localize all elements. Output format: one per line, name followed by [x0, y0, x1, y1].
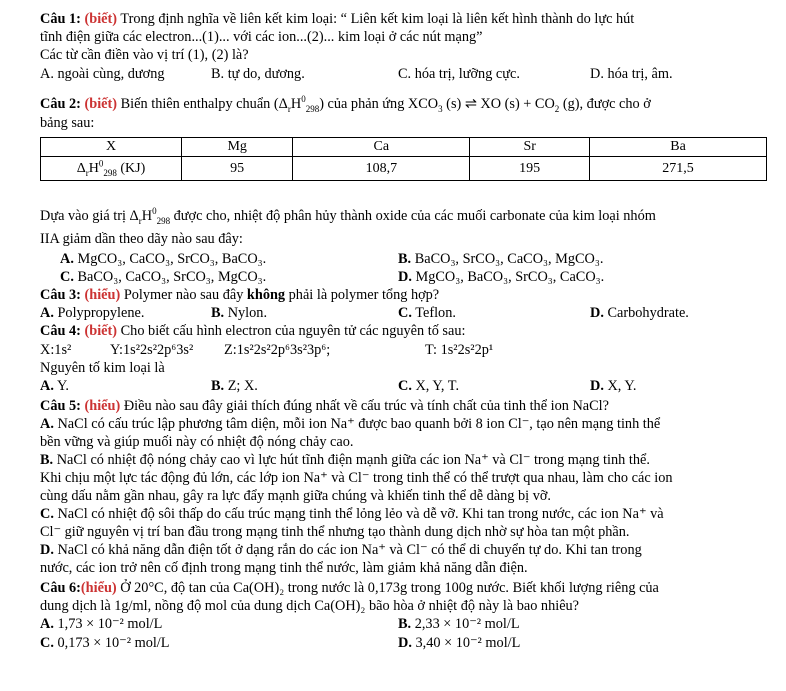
answer-option-b-cont: Khi chịu một lực tác động đủ lớn, các lớp ion Na⁺ và Cl⁻ trong tinh thể có thể trượt qua nhau, làm cho các ion	[40, 470, 673, 486]
answer-option-d[interactable]: D. X, Y.	[590, 378, 637, 394]
answer-option-d[interactable]: D. NaCl có khả năng dẫn điện tốt ở dạng rắn do các ion Na⁺ và Cl⁻ có thể di chuyển tự do. Khi tan trong	[40, 542, 642, 558]
question-label: Câu 2:	[40, 96, 81, 112]
question-text: Các từ cần điền vào vị trí (1), (2) là?	[40, 47, 249, 64]
electron-config-x: X:1s²	[40, 342, 72, 358]
difficulty-tag: (biết)	[84, 323, 118, 339]
enthalpy-symbol: $\Delta_rH^0_{298}$	[278, 94, 320, 114]
answer-option-c[interactable]: C. BaCO₃, CaCO₃, SrCO₃, MgCO₃.	[60, 269, 267, 285]
answer-option-a[interactable]: A. 1,73 × 10⁻² mol/L	[40, 616, 163, 632]
question-text: bảng sau:	[40, 115, 95, 131]
answer-option-a[interactable]: A. NaCl có cấu trúc lập phương tâm diện, mỗi ion Na⁺ được bao quanh bởi 8 ion Cl⁻, tạo nên mạng tinh thể	[40, 416, 661, 432]
answer-option-a[interactable]: A. Polypropylene.	[40, 305, 145, 321]
answer-option-a-cont: bền vững và giúp muối này có nhiệt độ nóng chảy cao.	[40, 434, 354, 450]
answer-option-c[interactable]: C. 0,173 × 10⁻² mol/L	[40, 635, 170, 651]
answer-option-b[interactable]: B. BaCO₃, SrCO₃, CaCO₃, MgCO₃.	[398, 251, 604, 267]
answer-option-b[interactable]: B. tự do, dương.	[211, 66, 305, 82]
difficulty-tag: (hiểu)	[84, 287, 121, 303]
enthalpy-table	[40, 137, 767, 181]
difficulty-tag: (biết)	[84, 96, 118, 112]
answer-option-b[interactable]: B. Z; X.	[211, 378, 258, 394]
answer-option-d[interactable]: D. 3,40 × 10⁻² mol/L	[398, 635, 521, 651]
table-row	[41, 138, 767, 157]
table-cell: 271,5	[590, 157, 767, 181]
difficulty-tag: (biết)	[84, 11, 118, 27]
electron-config-t: T: 1s²2s²2p¹	[425, 342, 494, 358]
table-cell: 95	[182, 157, 293, 181]
answer-option-b[interactable]: B. NaCl có nhiệt độ nóng chảy cao vì lực hút tĩnh điện mạnh giữa các ion Na⁺ và Cl⁻ trong mạng tinh thể.	[40, 452, 650, 468]
answer-option-a[interactable]: A. MgCO₃, CaCO₃, SrCO₃, BaCO₃.	[60, 251, 267, 267]
answer-option-c[interactable]: C. Teflon.	[398, 305, 456, 321]
answer-option-d[interactable]: D. MgCO₃, BaCO₃, SrCO₃, CaCO₃.	[398, 269, 605, 285]
table-header-cell: Sr	[470, 138, 590, 157]
table-row	[41, 157, 767, 181]
table-row-label: $\Delta_rH^0_{298}$ (KJ)	[41, 157, 182, 181]
answer-option-b[interactable]: B. 2,33 × 10⁻² mol/L	[398, 616, 520, 632]
electron-config-z: Z:1s²2s²2p⁶3s²3p⁶;	[224, 342, 331, 358]
question-label: Câu 1:	[40, 11, 81, 27]
answer-option-c[interactable]: C. hóa trị, lưỡng cực.	[398, 66, 520, 82]
question-1	[40, 10, 768, 65]
question-text: tĩnh điện giữa các electron...(1)... với các ion...(2)... kim loại ở các nút mạng”	[40, 29, 483, 46]
question-3: Câu 3: (hiểu) Polymer nào sau đây không phải là polymer tổng hợp?	[40, 287, 440, 303]
difficulty-tag: (hiểu)	[84, 398, 121, 414]
table-header-cell: Ca	[293, 138, 470, 157]
question-text: Dựa vào giá trị $\Delta_rH^0_{298}$ được cho, nhiệt độ phân hủy thành oxide của các muối carbonate của kim loại nhóm	[40, 206, 656, 226]
question-label: Câu 6:	[40, 580, 81, 596]
answer-option-a[interactable]: A. ngoài cùng, dương	[40, 66, 165, 82]
question-5: Câu 5: (hiểu) Điều nào sau đây giải thích đúng nhất về cấu trúc và tính chất của tinh thể ion NaCl?	[40, 398, 609, 414]
table-header-cell: Mg	[182, 138, 293, 157]
answer-option-b[interactable]: B. Nylon.	[211, 305, 268, 321]
answer-option-c[interactable]: C. NaCl có nhiệt độ sôi thấp do cấu trúc mạng tinh thể lỏng lẻo và dễ vỡ. Khi tan trong nước, các ion Na⁺ và	[40, 506, 664, 522]
question-text: dung dịch là 1g/ml, nồng độ mol của dung dịch Ca(OH)₂ bão hòa ở nhiệt độ này là bao nhiêu?	[40, 598, 580, 614]
question-6: Câu 6:(hiểu) Ở 20°C, độ tan của Ca(OH)₂ trong nước là 0,173g trong 100g nước. Biết khối lượng riêng của	[40, 580, 659, 596]
table-cell: 195	[470, 157, 590, 181]
answer-option-b-cont: cùng dấu nằm gần nhau, gây ra lực đẩy mạnh giữa chúng và khiến tinh thể dễ dàng bị vỡ.	[40, 488, 551, 504]
question-text: Trong định nghĩa về liên kết kim loại: “ Liên kết kim loại là liên kết hình thành do lực hút	[120, 11, 635, 27]
electron-config-y: Y:1s²2s²2p⁶3s²	[110, 342, 194, 358]
answer-option-d-cont: nước, các ion trở nên cố định trong mạng tinh thể nước, làm giảm khả năng dẫn điện.	[40, 560, 528, 576]
answer-option-d[interactable]: D. hóa trị, âm.	[590, 66, 673, 82]
answer-option-d[interactable]: D. Carbohydrate.	[590, 305, 689, 321]
question-4: Câu 4: (biết) Cho biết cấu hình electron của nguyên tử các nguyên tố sau:	[40, 323, 466, 339]
table-header-cell: X	[41, 138, 182, 157]
question-text: IIA giảm dần theo dãy nào sau đây:	[40, 231, 243, 247]
answer-option-a[interactable]: A. Y.	[40, 378, 70, 394]
difficulty-tag: (hiểu)	[80, 580, 117, 596]
question-text: Nguyên tố kim loại là	[40, 360, 165, 376]
answer-option-c-cont: Cl⁻ giữ nguyên vị trí ban đầu trong mạng tinh thể nhưng tạo thành dung dịch nhờ sự hòa tan một phần.	[40, 524, 630, 540]
answer-option-c[interactable]: C. X, Y, T.	[398, 378, 460, 394]
table-header-cell: Ba	[590, 138, 767, 157]
question-label: Câu 5:	[40, 398, 81, 414]
question-label: Câu 3:	[40, 287, 81, 303]
question-label: Câu 4:	[40, 323, 81, 339]
table-cell: 108,7	[293, 157, 470, 181]
question-2: Câu 2: (biết) Biến thiên enthalpy chuẩn $(\Delta_rH^0_{298})$ của phản ứng $XCO_3$ (s) ⇌ XO $(s) + CO_2$ (g), được cho ở	[40, 94, 651, 114]
